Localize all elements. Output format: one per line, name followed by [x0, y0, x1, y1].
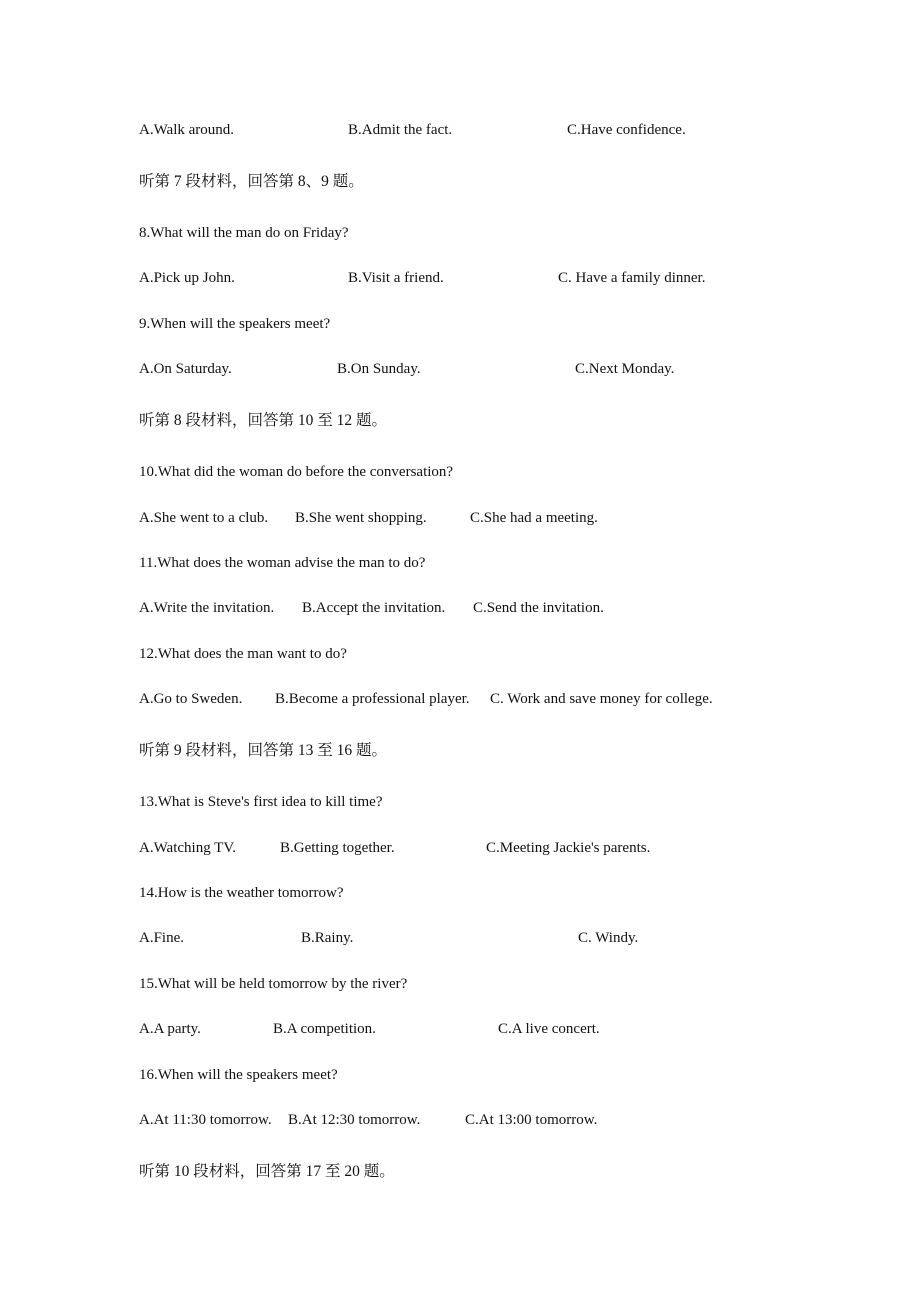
question-text: 9.When will the speakers meet? [139, 316, 331, 332]
option-a: A.Write the invitation. [139, 600, 275, 616]
option-a: A.On Saturday. [139, 361, 232, 377]
option-c: C.A live concert. [498, 1021, 600, 1037]
question-text: 12.What does the man want to do? [139, 646, 347, 662]
option-c: C.At 13:00 tomorrow. [465, 1112, 598, 1128]
option-b: B.Accept the invitation. [302, 600, 446, 616]
section-heading: 听第 7 段材料，回答第 8、9 题。 [139, 173, 364, 190]
option-a: A.A party. [139, 1021, 201, 1037]
question-text: 16.When will the speakers meet? [139, 1067, 338, 1083]
option-c: C.She had a meeting. [470, 510, 598, 526]
question-text: 10.What did the woman do before the conversation? [139, 464, 454, 480]
section-heading: 听第 10 段材料，回答第 17 至 20 题。 [139, 1163, 395, 1180]
question-text: 14.How is the weather tomorrow? [139, 885, 344, 901]
option-b: B.At 12:30 tomorrow. [288, 1112, 421, 1128]
option-c: C.Have confidence. [567, 122, 686, 138]
question-text: 13.What is Steve's first idea to kill time? [139, 794, 383, 810]
option-a: A.She went to a club. [139, 510, 269, 526]
section-heading: 听第 8 段材料，回答第 10 至 12 题。 [139, 412, 388, 429]
option-c: C.Next Monday. [575, 361, 675, 377]
section-heading: 听第 9 段材料，回答第 13 至 16 题。 [139, 742, 388, 759]
option-c: C. Have a family dinner. [558, 270, 706, 286]
option-b: B.She went shopping. [295, 510, 427, 526]
question-text: 15.What will be held tomorrow by the river? [139, 976, 408, 992]
option-a: A.Go to Sweden. [139, 691, 243, 707]
option-b: B.Getting together. [280, 840, 395, 856]
option-c: C.Meeting Jackie's parents. [486, 840, 651, 856]
option-a: A.At 11:30 tomorrow. [139, 1112, 272, 1128]
option-c: C. Windy. [578, 930, 639, 946]
option-a: A.Fine. [139, 930, 184, 946]
option-a: A.Walk around. [139, 122, 235, 138]
option-b: B.Admit the fact. [348, 122, 453, 138]
option-b: B.A competition. [273, 1021, 376, 1037]
option-a: A.Watching TV. [139, 840, 236, 856]
option-b: B.Visit a friend. [348, 270, 444, 286]
question-text: 8.What will the man do on Friday? [139, 225, 349, 241]
question-text: 11.What does the woman advise the man to do? [139, 555, 426, 571]
option-c: C. Work and save money for college. [490, 691, 713, 707]
option-b: B.Become a professional player. [275, 691, 470, 707]
option-b: B.On Sunday. [337, 361, 421, 377]
option-b: B.Rainy. [301, 930, 354, 946]
option-c: C.Send the invitation. [473, 600, 604, 616]
option-a: A.Pick up John. [139, 270, 235, 286]
